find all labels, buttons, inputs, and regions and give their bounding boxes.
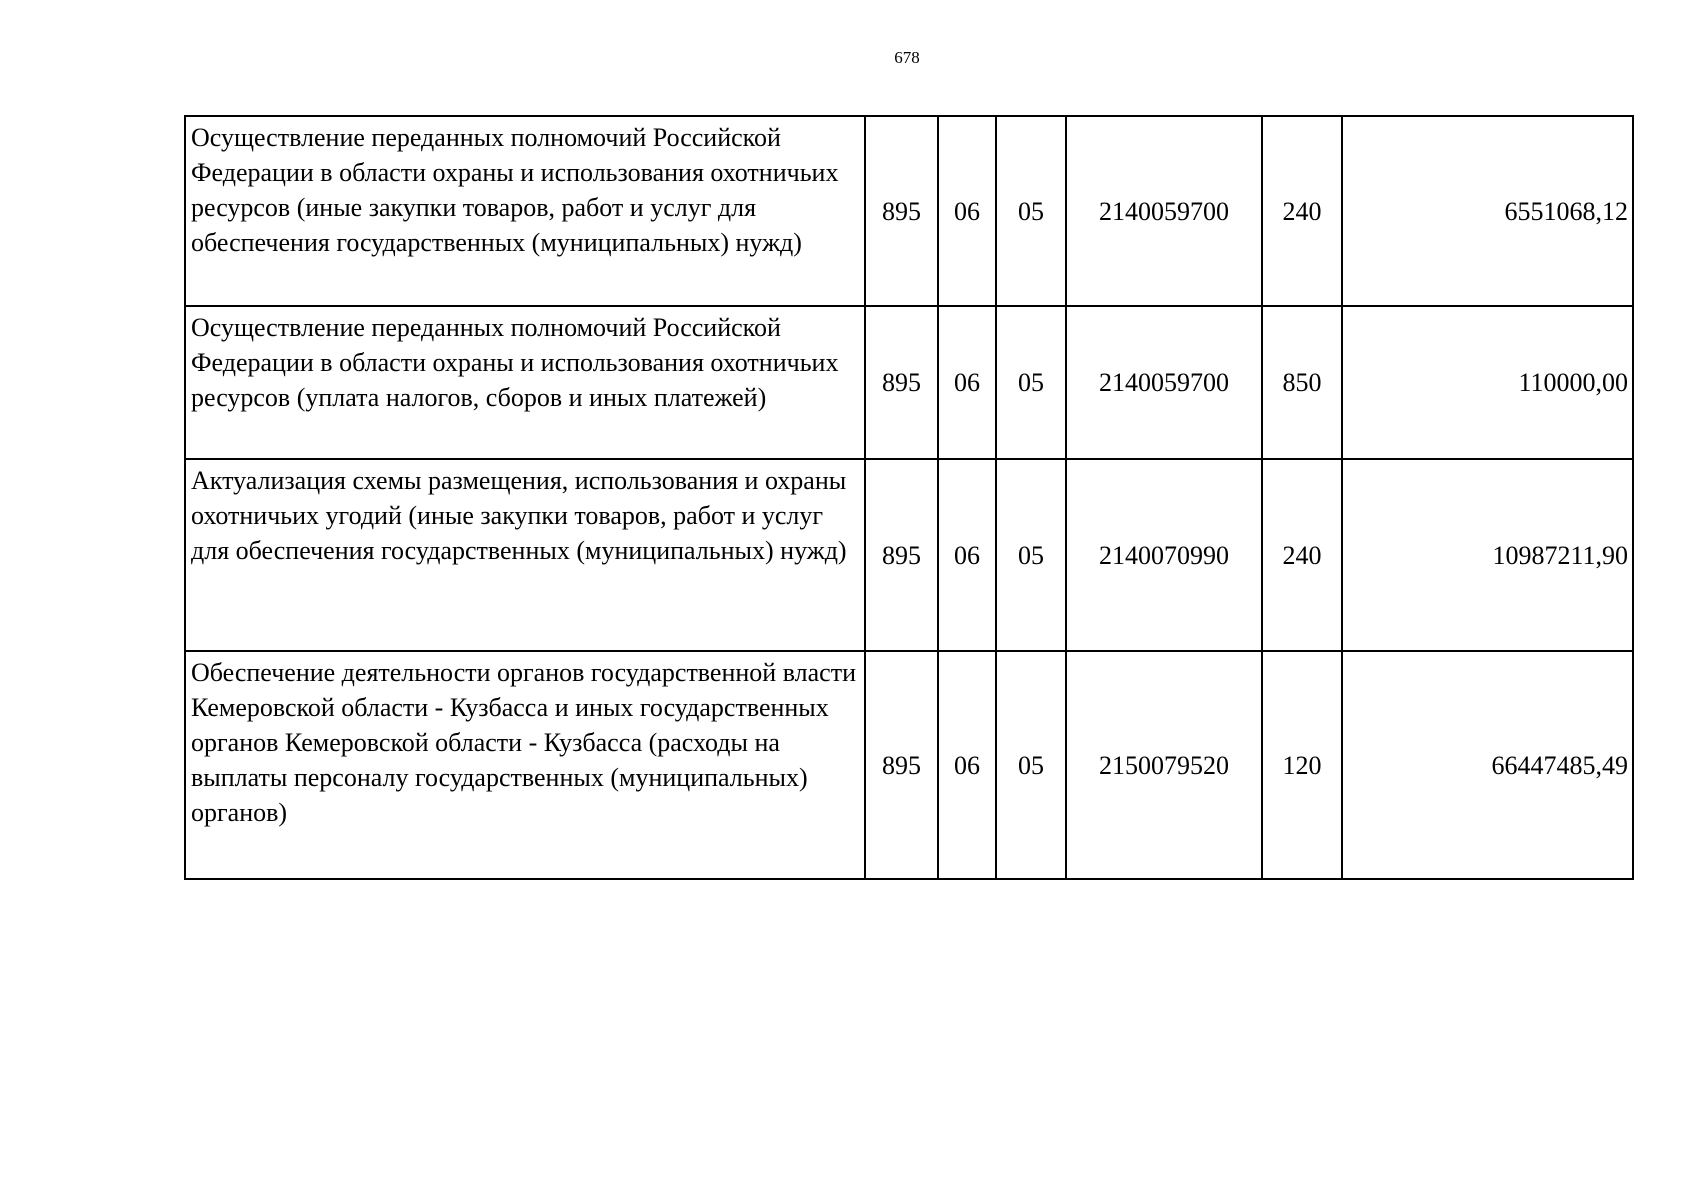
- target-item-code-cell: 2150079520: [1066, 651, 1262, 879]
- subsection-code-cell: 05: [996, 306, 1066, 459]
- ministry-code-cell: 895: [865, 459, 938, 651]
- target-item-code-cell: 2140070990: [1066, 459, 1262, 651]
- section-code-cell: 06: [938, 651, 996, 879]
- expense-type-code-cell: 240: [1262, 116, 1342, 306]
- table-row: [185, 651, 1633, 879]
- target-item-code-cell: 2140059700: [1066, 116, 1262, 306]
- section-code-cell: 06: [938, 306, 996, 459]
- subsection-code-cell: 05: [996, 651, 1066, 879]
- description-cell: Осуществление переданных полномочий Российской Федерации в области охраны и использования охотничьих ресурсов (иные закупки товаров, работ и услуг для обеспечения государственных (муниципальных) нужд): [185, 116, 865, 306]
- expense-type-code-cell: 240: [1262, 459, 1342, 651]
- section-code-cell: 06: [938, 459, 996, 651]
- table-row: [185, 116, 1633, 306]
- expense-type-code-cell: 850: [1262, 306, 1342, 459]
- subsection-code-cell: 05: [996, 459, 1066, 651]
- section-code-cell: 06: [938, 116, 996, 306]
- description-cell: Актуализация схемы размещения, использования и охраны охотничьих угодий (иные закупки товаров, работ и услуг для обеспечения государственных (муниципальных) нужд): [185, 459, 865, 651]
- table-row: [185, 306, 1633, 459]
- page-number: 678: [894, 48, 920, 67]
- description-cell: Осуществление переданных полномочий Российской Федерации в области охраны и использования охотничьих ресурсов (уплата налогов, сборов и иных платежей): [185, 306, 865, 459]
- ministry-code-cell: 895: [865, 651, 938, 879]
- amount-cell: 6551068,12: [1342, 116, 1633, 306]
- ministry-code-cell: 895: [865, 116, 938, 306]
- amount-cell: 10987211,90: [1342, 459, 1633, 651]
- description-cell: Обеспечение деятельности органов государственной власти Кемеровской области - Кузбасса и иных государственных органов Кемеровской области - Кузбасса (расходы на выплаты персоналу государственных (муниципальных) органов): [185, 651, 865, 879]
- expense-type-code-cell: 120: [1262, 651, 1342, 879]
- target-item-code-cell: 2140059700: [1066, 306, 1262, 459]
- amount-cell: 66447485,49: [1342, 651, 1633, 879]
- amount-cell: 110000,00: [1342, 306, 1633, 459]
- ministry-code-cell: 895: [865, 306, 938, 459]
- table-row: [185, 459, 1633, 651]
- subsection-code-cell: 05: [996, 116, 1066, 306]
- budget-table: [184, 115, 1634, 880]
